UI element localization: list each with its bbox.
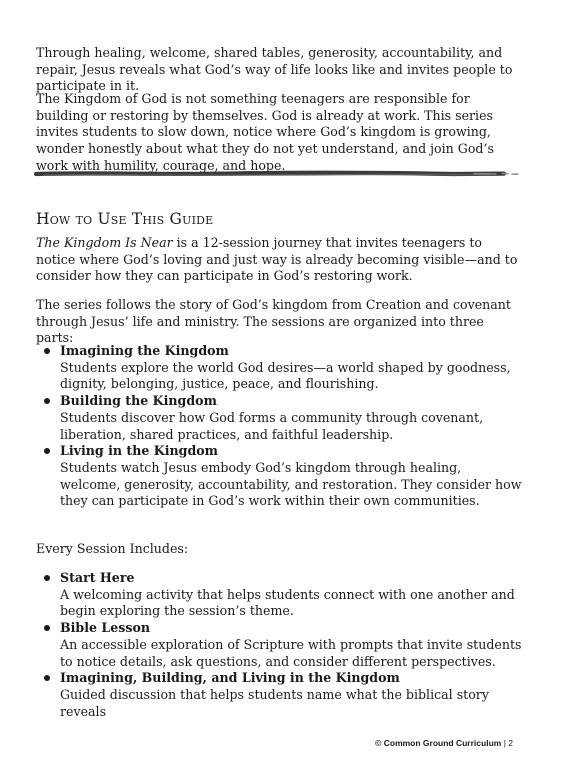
section-heading: How to Use This Guide [36, 210, 214, 228]
list-item-term: Living in the Kingdom [60, 443, 219, 459]
list-item-term: Start Here [60, 570, 135, 585]
list-item-desc: Students explore the world God desires—a world shaped by goodness, dignity, belonging, justice, peace, and flourishing. [60, 359, 511, 392]
list-item [36, 570, 522, 620]
footer-copyright: © Common Ground Curriculum [375, 738, 502, 748]
list-item-term: Building the Kingdom [60, 393, 217, 409]
guide-paragraph-2: The series follows the story of God’s kingdom from Creation and covenant through Jesus’ life and ministry. The sessions are organized into three parts: [36, 297, 511, 346]
page-number: 2 [508, 738, 513, 748]
intro-paragraph-2: The Kingdom of God is not something teenagers are responsible for building or restoring by themselves. God is already at work. This series invites students to slow down, notice where God’s kingdom is growing, wonder honestly about what they do not yet understand, and join God’s work with humility, courage, and hope. [36, 91, 494, 173]
list-item-term: Bible Lesson [60, 620, 151, 636]
list-item-desc: Guided discussion that helps students name what the biblical story reveals [60, 686, 489, 719]
every-session-label: Every Session Includes: [36, 541, 189, 556]
brush-stroke-divider [34, 169, 524, 179]
list-item [36, 620, 522, 670]
parts-list [36, 343, 522, 510]
list-item [36, 670, 522, 720]
bullet-icon [44, 398, 50, 404]
list-item-desc: Students watch Jesus embody God’s kingdom through healing, welcome, generosity, accountability, and restoration. They consider how they can participate in God’s work within their own communities. [60, 459, 522, 509]
page-footer [375, 738, 513, 748]
bullet-icon [44, 575, 50, 581]
list-item [36, 343, 522, 393]
list-item-desc: An accessible exploration of Scripture with prompts that invite students to notice details, ask questions, and consider different perspectives. [60, 636, 522, 669]
bullet-icon [44, 348, 50, 354]
list-item-term: Imagining, Building, and Living in the Kingdom [60, 670, 400, 686]
guide-paragraph-1: The Kingdom Is Near is a 12-session journey that invites teenagers to notice where God’s loving and just way is already becoming visible—and to consider how they can participate in God’s restoring work. [36, 235, 518, 284]
list-item [36, 443, 522, 510]
series-title: The Kingdom Is Near [36, 235, 173, 250]
intro-paragraph-1: Through healing, welcome, shared tables, generosity, accountability, and repair, Jesus reveals what God’s way of life looks like and invites people to participate in it. [36, 45, 513, 94]
footer-separator: | [501, 738, 509, 748]
list-item-desc: Students discover how God forms a community through covenant, liberation, shared practices, and faithful leadership. [60, 409, 484, 442]
list-item-desc: A welcoming activity that helps students connect with one another and begin exploring the session’s theme. [60, 586, 515, 619]
list-item [36, 393, 522, 443]
bullet-icon [44, 625, 50, 631]
bullet-icon [44, 675, 50, 681]
includes-list [36, 570, 522, 720]
list-item-term: Imagining the Kingdom [60, 343, 229, 358]
bullet-icon [44, 448, 50, 454]
